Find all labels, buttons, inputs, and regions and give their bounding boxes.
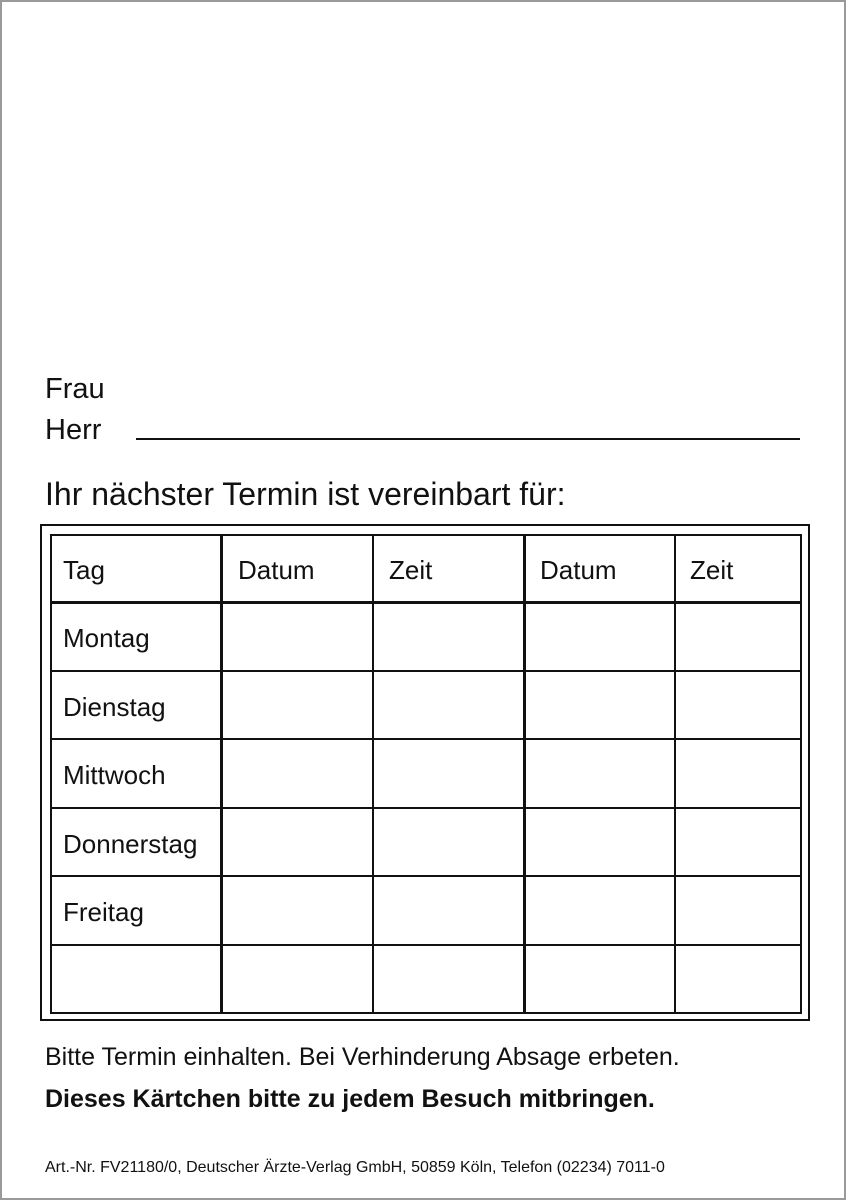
grid-line-v: [523, 534, 526, 1014]
note-keep-appointment: Bitte Termin einhalten. Bei Verhinderung Absage erbeten.: [45, 1043, 680, 1071]
grid-line-h: [50, 807, 802, 809]
grid-line-v: [800, 534, 802, 1014]
note-bring-card: Dieses Kärtchen bitte zu jedem Besuch mitbringen.: [45, 1085, 655, 1113]
grid-line-h: [50, 601, 802, 604]
grid-line-h: [50, 534, 802, 536]
day-montag: Montag: [63, 623, 150, 653]
grid-line-h: [50, 875, 802, 877]
grid-line-h: [50, 944, 802, 946]
grid-line-h: [50, 1012, 802, 1014]
grid-line-h: [50, 738, 802, 740]
header-datum-1: Datum: [238, 555, 315, 585]
day-mittwoch: Mittwoch: [63, 760, 166, 790]
appointment-table: [40, 524, 810, 1021]
publisher-footer: Art.-Nr. FV21180/0, Deutscher Ärzte-Verlag GmbH, 50859 Köln, Telefon (02234) 7011-0: [45, 1159, 665, 1176]
name-line: [136, 438, 800, 440]
salutation-frau: Frau: [45, 373, 105, 405]
grid-line-v: [220, 534, 223, 1014]
salutation-herr: Herr: [45, 414, 102, 446]
appointment-grid: [50, 534, 801, 1013]
day-freitag: Freitag: [63, 897, 144, 927]
header-datum-2: Datum: [540, 555, 617, 585]
header-tag: Tag: [63, 555, 105, 585]
grid-line-v: [674, 534, 676, 1014]
grid-line-h: [50, 670, 802, 672]
grid-line-v: [372, 534, 374, 1014]
header-zeit-1: Zeit: [389, 555, 433, 585]
day-donnerstag: Donnerstag: [63, 829, 198, 859]
header-zeit-2: Zeit: [690, 555, 734, 585]
grid-line-v: [50, 534, 52, 1014]
day-dienstag: Dienstag: [63, 692, 166, 722]
appointment-headline: Ihr nächster Termin ist vereinbart für:: [45, 476, 566, 512]
